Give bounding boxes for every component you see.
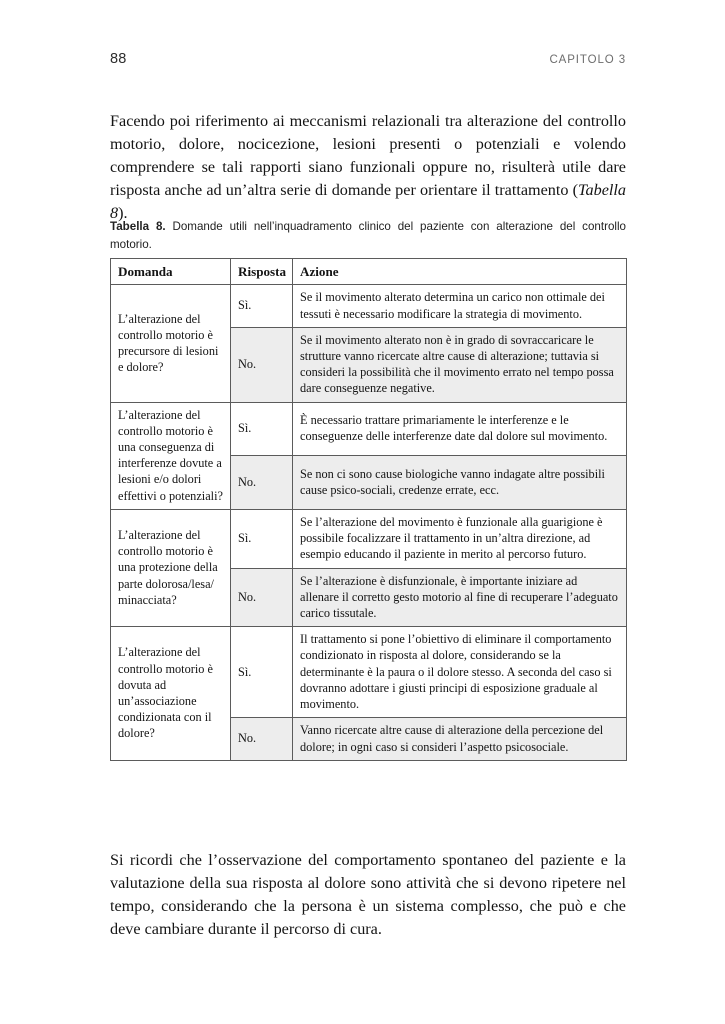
action-cell: Se non ci sono cause biologiche vanno indagate altre possibili cause psico-sociali, credenze errate, ecc. <box>293 456 627 510</box>
answer-cell: No. <box>231 456 293 510</box>
table-reference: Tabella 8 <box>110 180 626 222</box>
action-cell: È necessario trattare primariamente le interferenze e le conseguenze delle interferenze date dal dolore sul movimento. <box>293 402 627 456</box>
action-cell: Vanno ricercate altre cause di alterazione della percezione del dolore; in ogni caso si consideri l’aspetto psicosociale. <box>293 718 627 760</box>
question-cell: L’alterazione del controllo motorio è dovuta ad un’associazione condizionata con il dolore? <box>111 627 231 761</box>
question-cell: L’alterazione del controllo motorio è precursore di lesioni e dolore? <box>111 285 231 402</box>
table-caption-text: Domande utili nell’inquadramento clinico del paziente con alterazione del controllo motorio. <box>110 220 627 251</box>
intro-text-before: Facendo poi riferimento ai meccanismi relazionali tra alterazione del controllo motorio, dolore, nocicezione, lesioni presenti o potenziali e volendo comprendere se tali rapporti siano funzionali oppure no, risulterà utile dare risposta anche ad un’altra serie di domande per orientare il trattamento ( <box>110 112 626 199</box>
action-cell: Se il movimento alterato determina un carico non ottimale dei tessuti è necessario modificare la strategia di movimento. <box>293 285 627 327</box>
column-header-domanda: Domanda <box>111 259 231 285</box>
action-cell: Se l’alterazione è disfunzionale, è importante iniziare ad allenare il corretto gesto motorio al fine di recuperare l’adeguato carico tissutale. <box>293 568 627 627</box>
intro-paragraph <box>110 110 626 225</box>
table-row <box>111 402 627 456</box>
answer-cell: Sì. <box>231 285 293 327</box>
running-head <box>110 51 626 67</box>
table-body <box>111 285 627 760</box>
question-cell: L’alterazione del controllo motorio è una conseguenza di interferenze dovute a lesioni e/o dolori effettivi o potenziali? <box>111 402 231 509</box>
chapter-label: CAPITOLO 3 <box>549 54 626 66</box>
table-caption-label: Tabella 8. <box>110 220 166 233</box>
question-cell: L’alterazione del controllo motorio è una protezione della parte dolorosa/lesa/ minacciata? <box>111 509 231 626</box>
answer-cell: Sì. <box>231 509 293 568</box>
action-cell: Se il movimento alterato non è in grado di sovraccaricare le strutture vanno ricercate altre cause di alterazione; tuttavia si consideri la possibilità che il movimento errato nel tempo possa dare conseguenze negative. <box>293 327 627 402</box>
action-cell: Se l’alterazione del movimento è funzionale alla guarigione è possibile focalizzare il trattamento in un’altra direzione, ad esempio educando il paziente in merito al percorso futuro. <box>293 509 627 568</box>
table-row <box>111 627 627 718</box>
answer-cell: No. <box>231 718 293 760</box>
answer-cell: No. <box>231 568 293 627</box>
intro-text-after: ). <box>118 203 128 222</box>
questions-table <box>110 258 627 761</box>
answer-cell: No. <box>231 327 293 402</box>
table-header-row <box>111 259 627 285</box>
table-row <box>111 285 627 327</box>
column-header-risposta: Risposta <box>231 259 293 285</box>
action-cell: Il trattamento si pone l’obiettivo di eliminare il comportamento condizionato in risposta al dolore, considerando se la determinante è la paura o il dolore stesso. A seconda del caso si dovranno adottare i giusti principi di esposizione graduale al movimento. <box>293 627 627 718</box>
page-number: 88 <box>110 51 127 67</box>
closing-paragraph: Si ricordi che l’osservazione del comportamento spontaneo del paziente e la valutazione della sua risposta al dolore sono attività che si devono ripetere nel tempo, considerando che la persona è un sistema complesso, che può e che deve cambiare durante il percorso di cura. <box>110 851 626 938</box>
answer-cell: Sì. <box>231 627 293 718</box>
table-row <box>111 509 627 568</box>
table-caption <box>110 218 626 253</box>
table-head <box>111 259 627 285</box>
column-header-azione: Azione <box>293 259 627 285</box>
answer-cell: Sì. <box>231 402 293 456</box>
table-container <box>110 258 626 761</box>
